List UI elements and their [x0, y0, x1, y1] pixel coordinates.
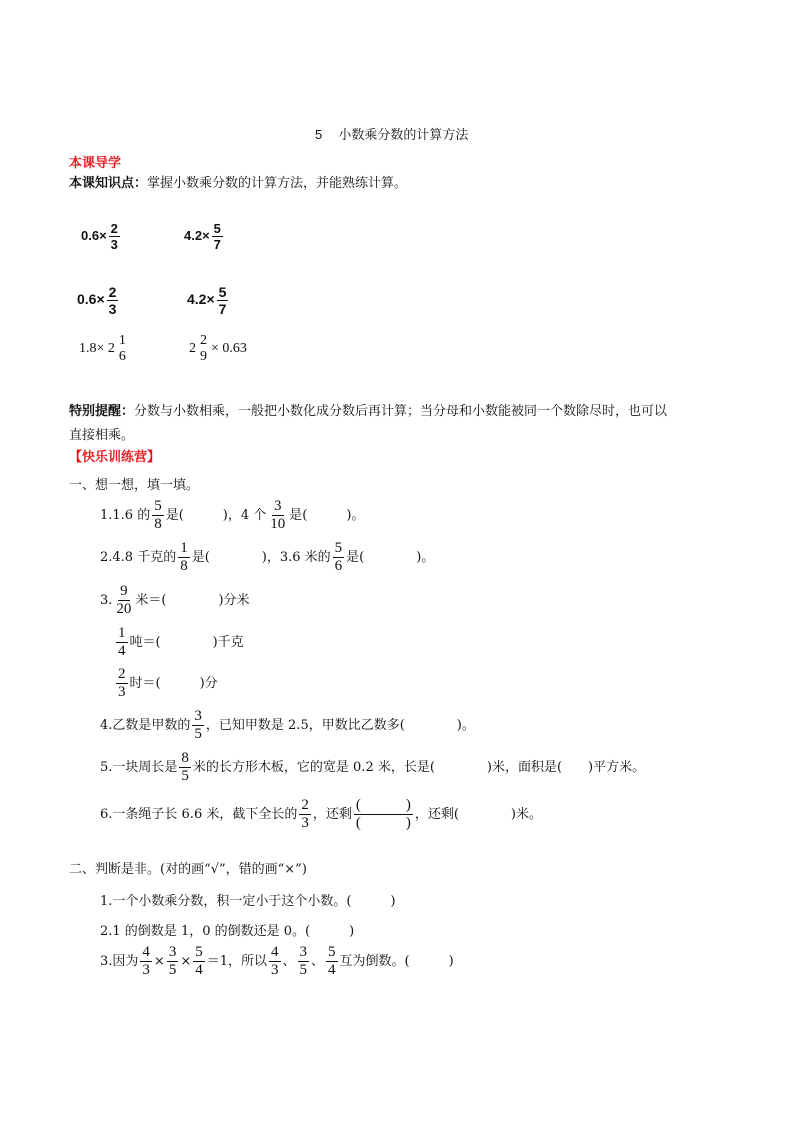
question-1-3c: $\frac{2}{3}$ 时＝( )分	[118, 666, 218, 700]
reminder-line-2: 直接相乘。	[69, 428, 135, 443]
example-3: 0.6× $\frac{2}{3}$	[77, 284, 117, 317]
example-2: 4.2× $\frac{5}{7}$	[184, 221, 221, 252]
section-1-heading: 一、想一想，填一填。	[69, 478, 200, 493]
intro-heading: 本课导学	[69, 156, 122, 171]
page-title	[315, 124, 468, 143]
example-4: 4.2× $\frac{5}{7}$	[187, 284, 227, 317]
question-1-3b: $\frac{1}{4}$ 吨＝( )千克	[118, 625, 244, 659]
example-6: 2 2 9 × 0.63	[189, 333, 247, 364]
knowledge-point	[69, 172, 407, 191]
section-2-heading: 二、判断是非。(对的画“√”，错的画“×”)	[69, 862, 307, 877]
question-2-3: 3.因为 $\frac{4}{3}$ × $\frac{3}{5}$ × $\frac{5}{4}$ ＝1，所以 $\frac{4}{3}$ 、 $\frac{3}{5}$ 、 $\frac{5}{4}$ 互为倒数。( )	[100, 944, 454, 978]
question-1-6: 6.一条绳子长 6.6 米，截下全长的 $\frac{2}{3}$ ，还剩 $\frac{( )}{( )}$ ，还剩( )米。	[100, 797, 543, 831]
example-1: 0.6× $\frac{2}{3}$	[81, 221, 118, 252]
knowledge-text: 掌握小数乘分数的计算方法，并能熟练计算。	[147, 176, 408, 191]
question-1-2: 2.4.8 千克的 $\frac{1}{8}$ 是( )，3.6 米的 $\frac{5}{6}$ 是( )。	[100, 540, 435, 574]
answer-fraction-blank[interactable]: $\frac{( )}{( )}$	[355, 797, 411, 831]
reminder-line-1: 特别提醒：分数与小数相乘，一般把小数化成分数后再计算；当分母和小数能被同一个数除尽时，也可以	[69, 404, 668, 419]
question-1-4: 4.乙数是甲数的 $\frac{3}{5}$ ，已知甲数是 2.5，甲数比乙数多( )。	[100, 708, 475, 742]
question-1-5: 5.一块周长是 $\frac{8}{5}$ 米的长方形木板，它的宽是 0.2 米，长是( )米，面积是( )平方米。	[100, 750, 646, 784]
question-1-3a: 3. $\frac{9}{20}$ 米＝( )分米	[100, 583, 250, 617]
example-5: 1.8× 2 1 6	[79, 333, 126, 364]
question-1-1: 1.1.6 的 $\frac{5}{8}$ 是( )，4 个 $\frac{3}{10}$ 是( )。	[100, 498, 365, 532]
question-2-2: 2.1 的倒数是 1，0 的倒数还是 0。( )	[100, 924, 355, 939]
knowledge-label: 本课知识点：	[69, 176, 148, 191]
question-2-1: 1.一个小数乘分数，积一定小于这个小数。( )	[100, 894, 396, 909]
reminder-label: 特别提醒：	[69, 404, 135, 419]
lesson-number: 5	[315, 127, 323, 142]
lesson-title: 小数乘分数的计算方法	[338, 128, 469, 143]
practice-heading: 【快乐训练营】	[69, 450, 161, 465]
